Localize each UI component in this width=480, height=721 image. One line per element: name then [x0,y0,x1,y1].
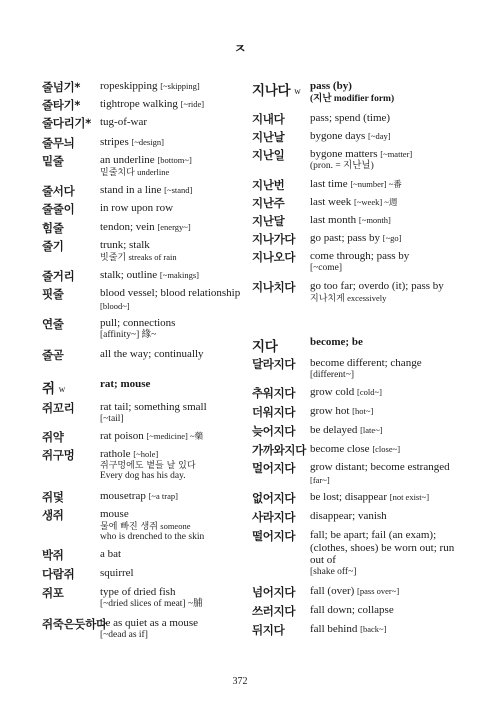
etymology: [~month] [358,215,391,225]
definition-text: type of dried fish [100,586,176,598]
example-korean: 밑줄치다 [100,167,135,178]
example-note: [~dead as if] [100,629,148,640]
definition [100,202,242,215]
example [100,167,242,179]
definition-text: an underline [100,154,155,166]
page-number: 372 [232,676,248,687]
headword: 연줄 [42,317,64,331]
definition [310,585,458,598]
definition-text: become different; change [310,357,422,369]
example [100,630,242,641]
headword: 줄서다 [42,184,75,198]
definition [100,567,242,580]
headword: 쥐덫 [42,490,64,504]
definition-text: go too far; overdo (it); pass by [310,280,444,292]
definition-text: rat tail; something small [100,401,207,413]
definition [100,269,242,282]
example [310,370,458,381]
etymology: [~week] ~週 [353,197,398,207]
etymology: [hot~] [352,406,374,416]
etymology: [~matter] [380,149,413,159]
definition [310,336,458,349]
headword: 쓰러지다 [252,604,296,618]
etymology: [~design] [131,137,164,147]
definition-text: tug-of-war [100,116,148,128]
definition [310,461,458,486]
headword: 추워지다 [252,386,296,400]
example-note: [~dried slices of meat] ~脯 [100,598,203,609]
definition-text: mouse [100,508,129,520]
section-letter-header: ㅈ [233,42,247,57]
etymology: [not exist~] [389,492,430,502]
example-note: [shake off~] [310,566,357,577]
definition [100,617,242,640]
example [100,461,242,472]
definition-text: rathole [100,448,131,460]
definition-text: fall (over) [310,585,355,597]
example-korean: 지나치게 [310,293,345,304]
headword: 지난주 [252,196,285,210]
headword: 지난번 [252,178,285,192]
definition-text: be as quiet as a mouse [100,617,199,629]
etymology: [~go] [382,233,402,243]
headword: 지난날 [252,130,285,144]
definition [100,239,242,263]
headword: 지나가다 [252,232,296,246]
headword-mark: w [294,86,301,96]
headword: 사라지다 [252,510,296,524]
etymology: [~medicine] ~藥 [146,431,204,441]
definition [310,529,458,577]
headword: 더워지다 [252,405,296,419]
etymology: [energy~] [157,222,191,232]
headword: 가까와지다 [252,443,307,457]
definition-text: last week [310,196,352,208]
headword: 줄다리기* [42,116,91,130]
example-gloss: underline [137,166,170,177]
definition-text: fall behind [310,623,358,635]
definition-text: tendon; vein [100,221,155,233]
definition-text: grow distant; become estranged [310,461,450,473]
definition [100,548,242,561]
example-note: [~tail] [100,413,124,424]
headword: 생쥐 [42,508,64,522]
etymology: [~ride] [180,99,205,109]
example-gloss: streaks of rain [128,251,177,262]
definition [310,357,458,380]
definition-text: become close [310,443,370,455]
definition [100,378,242,391]
definition [100,80,242,93]
definition [100,287,242,312]
definition-note: (지난 modifier form) [310,93,395,104]
definition-text: become; be [310,336,363,348]
definition-text: all the way; continually [100,348,204,360]
etymology: [bottom~] [157,155,192,165]
definition [310,424,458,437]
definition [310,386,458,399]
example-translation: Every dog has his day. [100,471,186,481]
definition-text: go past; pass by [310,232,380,244]
headword-mark: w [58,384,65,394]
etymology: [~makings] [159,270,199,280]
definition [100,98,242,111]
definition-text: grow cold [310,386,355,398]
example-gloss: excessively [347,292,387,303]
headword: 쥐구멍 [42,448,75,462]
headword: 없어지다 [252,491,296,505]
definition-text: in row upon row [100,202,174,214]
definition-text: tightrope walking [100,98,178,110]
definition-text: bygone days [310,130,366,142]
definition-text: grow hot [310,405,350,417]
etymology: [~stand] [164,185,193,195]
definition-text: be lost; disappear [310,491,387,503]
definition [100,136,242,149]
etymology: [close~] [372,444,401,454]
example-note: [different~] [310,369,354,380]
etymology: [back~] [360,624,387,634]
headword: 멀어지다 [252,461,296,475]
etymology: [cold~] [357,387,382,397]
definition-text: mousetrap [100,490,146,502]
definition [310,232,458,245]
headword: 지나다 w [252,83,301,99]
definition-text: fall down; collapse [310,604,394,616]
definition [100,184,242,197]
definition-text: disappear; vanish [310,510,387,522]
example [100,599,242,610]
etymology: [~hole] [133,449,159,459]
headword: 힘줄 [42,221,64,235]
definition-text: last month [310,214,357,226]
definition-text: stalk; outline [100,269,158,281]
definition-text: rat poison [100,430,144,442]
headword: 줄타기* [42,98,81,112]
definition-text: stand in a line [100,184,162,196]
definition [100,221,242,234]
example [310,567,458,578]
etymology: [far~] [310,474,330,485]
definition-text: be delayed [310,424,358,436]
definition-text: pass; spend (time) [310,112,391,124]
definition [100,490,242,503]
definition-text: rat; mouse [100,378,151,390]
definition [310,405,458,418]
headword: 다람쥐 [42,567,75,581]
definition [310,214,458,227]
headword: 줄곧 [42,348,64,362]
definition-text: bygone matters [310,148,378,160]
headword: 쥐약 [42,430,64,444]
definition-text: squirrel [100,567,134,579]
definition-text: blood vessel; blood relationship [100,287,241,299]
definition-text: a bat [100,548,122,560]
definition [100,348,242,361]
headword: 줄넘기* [42,80,81,94]
headword: 지난일 [252,148,285,162]
example [310,293,458,305]
definition [310,178,458,191]
definition [100,116,242,129]
definition [310,148,458,171]
headword: 핏줄 [42,287,64,301]
definition-text: stripes [100,136,129,148]
definition [310,130,458,143]
definition-text: come through; pass by [310,250,410,262]
definition [310,112,458,125]
headword: 줄거리 [42,269,75,283]
headword: 쥐죽은듯하다 [42,617,107,631]
example-korean: 물에 빠진 생쥐 [100,521,158,532]
definition [310,250,458,273]
example-note: (pron. = 지난닐) [310,160,374,171]
definition-text: pull; connections [100,317,176,329]
headword: 떨어지다 [252,529,296,543]
etymology: [blood~] [100,300,130,311]
definition [310,80,458,105]
definition-text: trunk; stalk [100,239,150,251]
etymology: [~a trap] [148,491,178,501]
definition [100,317,242,340]
etymology: [late~] [360,425,383,435]
headword: 줄무늬 [42,136,75,150]
headword: 줄줄이 [42,202,75,216]
headword: 쥐꼬리 [42,401,75,415]
definition [310,604,458,617]
definition-text: last time [310,178,348,190]
headword: 지나치다 [252,280,296,294]
headword: 줄기 [42,239,64,253]
definition [310,280,458,304]
example-korean: 빗줄기 [100,252,127,263]
example [310,263,458,274]
definition [100,154,242,178]
headword: 박쥐 [42,548,64,562]
headword: 뒤지다 [252,623,285,637]
headword: 지난달 [252,214,285,228]
headword: 달라지다 [252,357,296,371]
example-note: [~come] [310,262,343,273]
definition-text: pass (by) [310,80,352,92]
headword: 밑줄 [42,154,64,168]
definition [310,510,458,523]
example [100,252,242,264]
definition [100,448,242,482]
definition [100,401,242,424]
example-gloss: someone [160,520,191,531]
headword: 지나오다 [252,250,296,264]
etymology: [~number] ~番 [350,179,402,189]
definition [100,430,242,443]
definition [310,443,458,456]
definition [310,623,458,636]
etymology: [~day] [368,131,391,141]
example-korean: 쥐구멍에도 볕들 날 있다 [100,460,196,471]
headword: 쥐포 [42,586,64,600]
example-note: [affinity~] 緣~ [100,329,157,340]
example [100,521,242,533]
definition-text: fall; be apart; fail (an exam); (clothes, shoes) be worn out; run out of [310,529,455,566]
headword: 지다 [252,339,278,355]
headword: 지내다 [252,112,285,126]
definition [100,508,242,543]
example-translation: who is drenched to the skin [100,532,205,542]
etymology: [~skipping] [160,81,200,91]
definition [100,586,242,609]
etymology: [pass over~] [357,586,400,596]
definition [310,491,458,504]
example [100,414,242,425]
definition-text: ropeskipping [100,80,158,92]
example [310,161,458,172]
headword: 늦어지다 [252,424,296,438]
definition [310,196,458,209]
headword: 넘어지다 [252,585,296,599]
example [100,330,242,341]
headword: 쥐 w [42,381,65,397]
